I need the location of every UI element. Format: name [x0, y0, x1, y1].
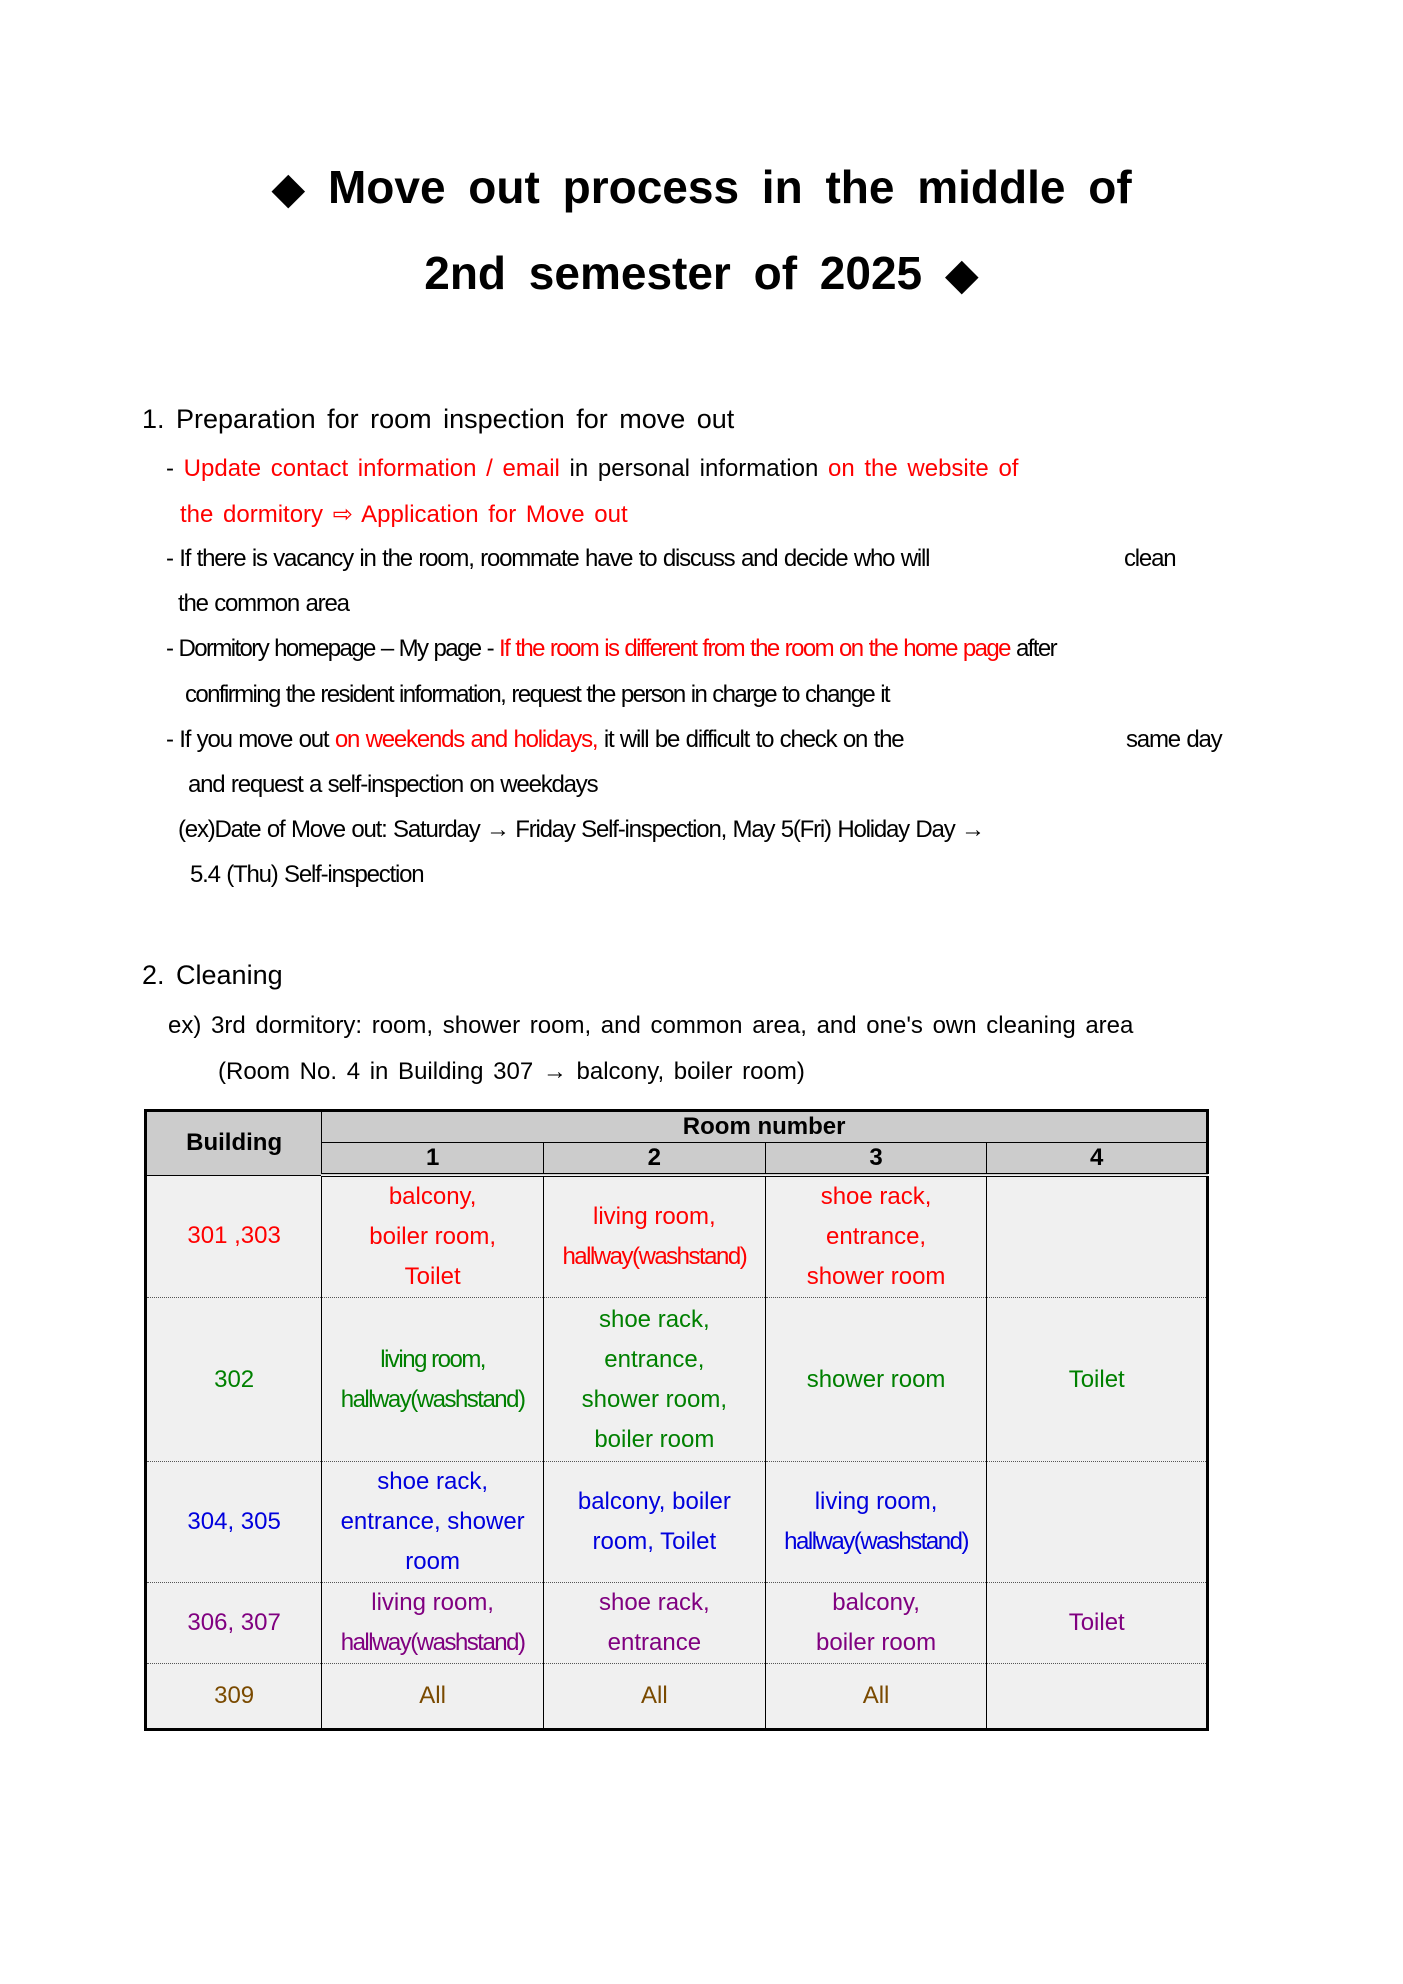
item-3-line-1	[166, 635, 1056, 663]
body-text: in personal information	[559, 455, 828, 482]
cell-line: Toilet	[1068, 1609, 1125, 1636]
header-room-3: 3	[765, 1143, 987, 1176]
cell-line: boiler room	[594, 1425, 715, 1453]
cell-line: boiler room,	[369, 1223, 496, 1250]
room-cell	[765, 1583, 987, 1664]
cell-line: entrance,	[604, 1345, 705, 1373]
item-3-line-2: confirming the resident information, request the person in charge to change it	[185, 681, 890, 708]
cell-line: room, Toilet	[592, 1528, 717, 1555]
room-cell	[322, 1462, 544, 1583]
building-cell: 301 ,303	[146, 1175, 322, 1298]
cell-line: entrance	[607, 1629, 702, 1656]
header-room-2: 2	[543, 1143, 765, 1176]
cell-line: balcony, boiler	[577, 1488, 731, 1515]
title-text-1: Move out process in the middle of	[327, 161, 1132, 213]
table-row	[146, 1664, 1208, 1730]
highlight-text: on the website of	[828, 455, 1019, 482]
cleaning-area-table	[144, 1109, 1209, 1731]
room-cell-empty	[987, 1462, 1208, 1583]
cell-line: balcony,	[388, 1183, 477, 1210]
cell-line: room	[405, 1548, 460, 1575]
cell-line: shoe rack,	[598, 1589, 710, 1616]
room-cell	[765, 1298, 987, 1462]
cell-line: shower room	[806, 1365, 946, 1393]
cell-line: All	[419, 1682, 446, 1709]
building-cell: 306, 307	[146, 1583, 322, 1664]
cell-line: entrance,	[826, 1223, 927, 1250]
item-2-line-1	[166, 545, 1176, 573]
building-cell: 309	[146, 1664, 322, 1730]
example-line-1: (ex)Date of Move out: Saturday → Friday Self-inspection, May 5(Fri) Holiday Day →	[178, 816, 984, 843]
room-cell	[543, 1583, 765, 1664]
room-cell	[322, 1664, 544, 1730]
page-title-line-1	[0, 160, 1403, 214]
header-room-1: 1	[322, 1143, 544, 1176]
room-cell	[543, 1664, 765, 1730]
item-1-line-2: the dormitory ⇨ Application for Move out	[180, 501, 628, 528]
cell-line: living room,	[814, 1488, 938, 1515]
diamond-icon: ◆	[944, 250, 979, 299]
room-cell-empty	[987, 1175, 1208, 1298]
section-2-heading: 2. Cleaning	[142, 960, 283, 990]
cell-line: shoe rack,	[820, 1183, 932, 1210]
body-text: If you move out	[179, 726, 335, 753]
room-cell	[322, 1298, 544, 1462]
room-cell-empty	[987, 1664, 1208, 1730]
cell-line: living room,	[592, 1203, 716, 1230]
room-cell	[543, 1175, 765, 1298]
cell-line: shower room,	[581, 1385, 728, 1413]
item-4-line-2: and request a self-inspection on weekdays	[188, 771, 598, 798]
body-text: clean	[1124, 545, 1176, 572]
title-text-2: 2nd semester of 2025	[424, 247, 923, 299]
table-row	[146, 1175, 1208, 1298]
building-cell: 304, 305	[146, 1462, 322, 1583]
room-cell	[765, 1175, 987, 1298]
table-row	[146, 1462, 1208, 1583]
example-line-2: 5.4 (Thu) Self-inspection	[190, 861, 424, 888]
cell-line: boiler room	[816, 1629, 937, 1656]
cell-line: Toilet	[404, 1263, 461, 1290]
cleaning-example-line-1: ex) 3rd dormitory: room, shower room, and common area, and one's own cleaning area	[168, 1012, 1134, 1039]
section-1-heading: 1. Preparation for room inspection for move out	[142, 404, 735, 434]
header-room-number: Room number	[322, 1111, 1208, 1143]
cell-line: hallway(washstand)	[784, 1528, 968, 1555]
item-1-line-1	[166, 455, 1018, 483]
room-cell	[543, 1298, 765, 1462]
body-text: Dormitory homepage – My page -	[178, 635, 500, 662]
cell-line: living room,	[380, 1345, 485, 1373]
highlight-text: If the room is different from the room on the home page	[499, 635, 1010, 662]
bullet-dash: -	[166, 545, 173, 572]
body-text: same day	[1126, 726, 1222, 753]
table-row	[146, 1583, 1208, 1664]
building-cell: 302	[146, 1298, 322, 1462]
cell-line: All	[862, 1682, 890, 1709]
header-building: Building	[146, 1111, 322, 1176]
cell-line: hallway(washstand)	[562, 1243, 747, 1270]
bullet-dash: -	[166, 455, 174, 482]
room-cell	[765, 1462, 987, 1583]
room-cell	[322, 1583, 544, 1664]
cell-line: hallway(washstand)	[340, 1629, 525, 1656]
cell-line: shower room	[806, 1263, 946, 1290]
cell-line: shoe rack,	[598, 1305, 710, 1333]
room-cell	[987, 1298, 1208, 1462]
cell-line: entrance, shower	[340, 1508, 525, 1535]
body-text: If there is vacancy in the room, roommate have to discuss and decide who will	[179, 545, 930, 572]
room-cell	[322, 1175, 544, 1298]
body-text: after	[1009, 635, 1057, 662]
room-cell	[987, 1583, 1208, 1664]
diamond-icon: ◆	[271, 164, 306, 213]
highlight-text: Update contact information / email	[183, 455, 560, 482]
table-row	[146, 1298, 1208, 1462]
cell-line: hallway(washstand)	[340, 1385, 525, 1413]
body-text: it will be difficult to check on the	[597, 726, 904, 753]
bullet-dash: -	[166, 726, 173, 753]
cell-line: Toilet	[1068, 1365, 1125, 1393]
room-cell	[765, 1664, 987, 1730]
cell-line: shoe rack,	[377, 1468, 488, 1495]
bullet-dash: -	[166, 635, 173, 662]
cell-line: living room,	[371, 1589, 494, 1616]
header-room-4: 4	[987, 1143, 1208, 1176]
room-cell	[543, 1462, 765, 1583]
item-2-line-2: the common area	[178, 590, 349, 617]
highlight-text: on weekends and holidays,	[334, 726, 598, 753]
cell-line: balcony,	[832, 1589, 920, 1616]
cell-line: All	[641, 1682, 668, 1709]
item-4-line-1	[166, 726, 1222, 754]
page-title-line-2	[0, 246, 1403, 300]
cleaning-example-line-2: (Room No. 4 in Building 307 → balcony, boiler room)	[218, 1058, 805, 1085]
